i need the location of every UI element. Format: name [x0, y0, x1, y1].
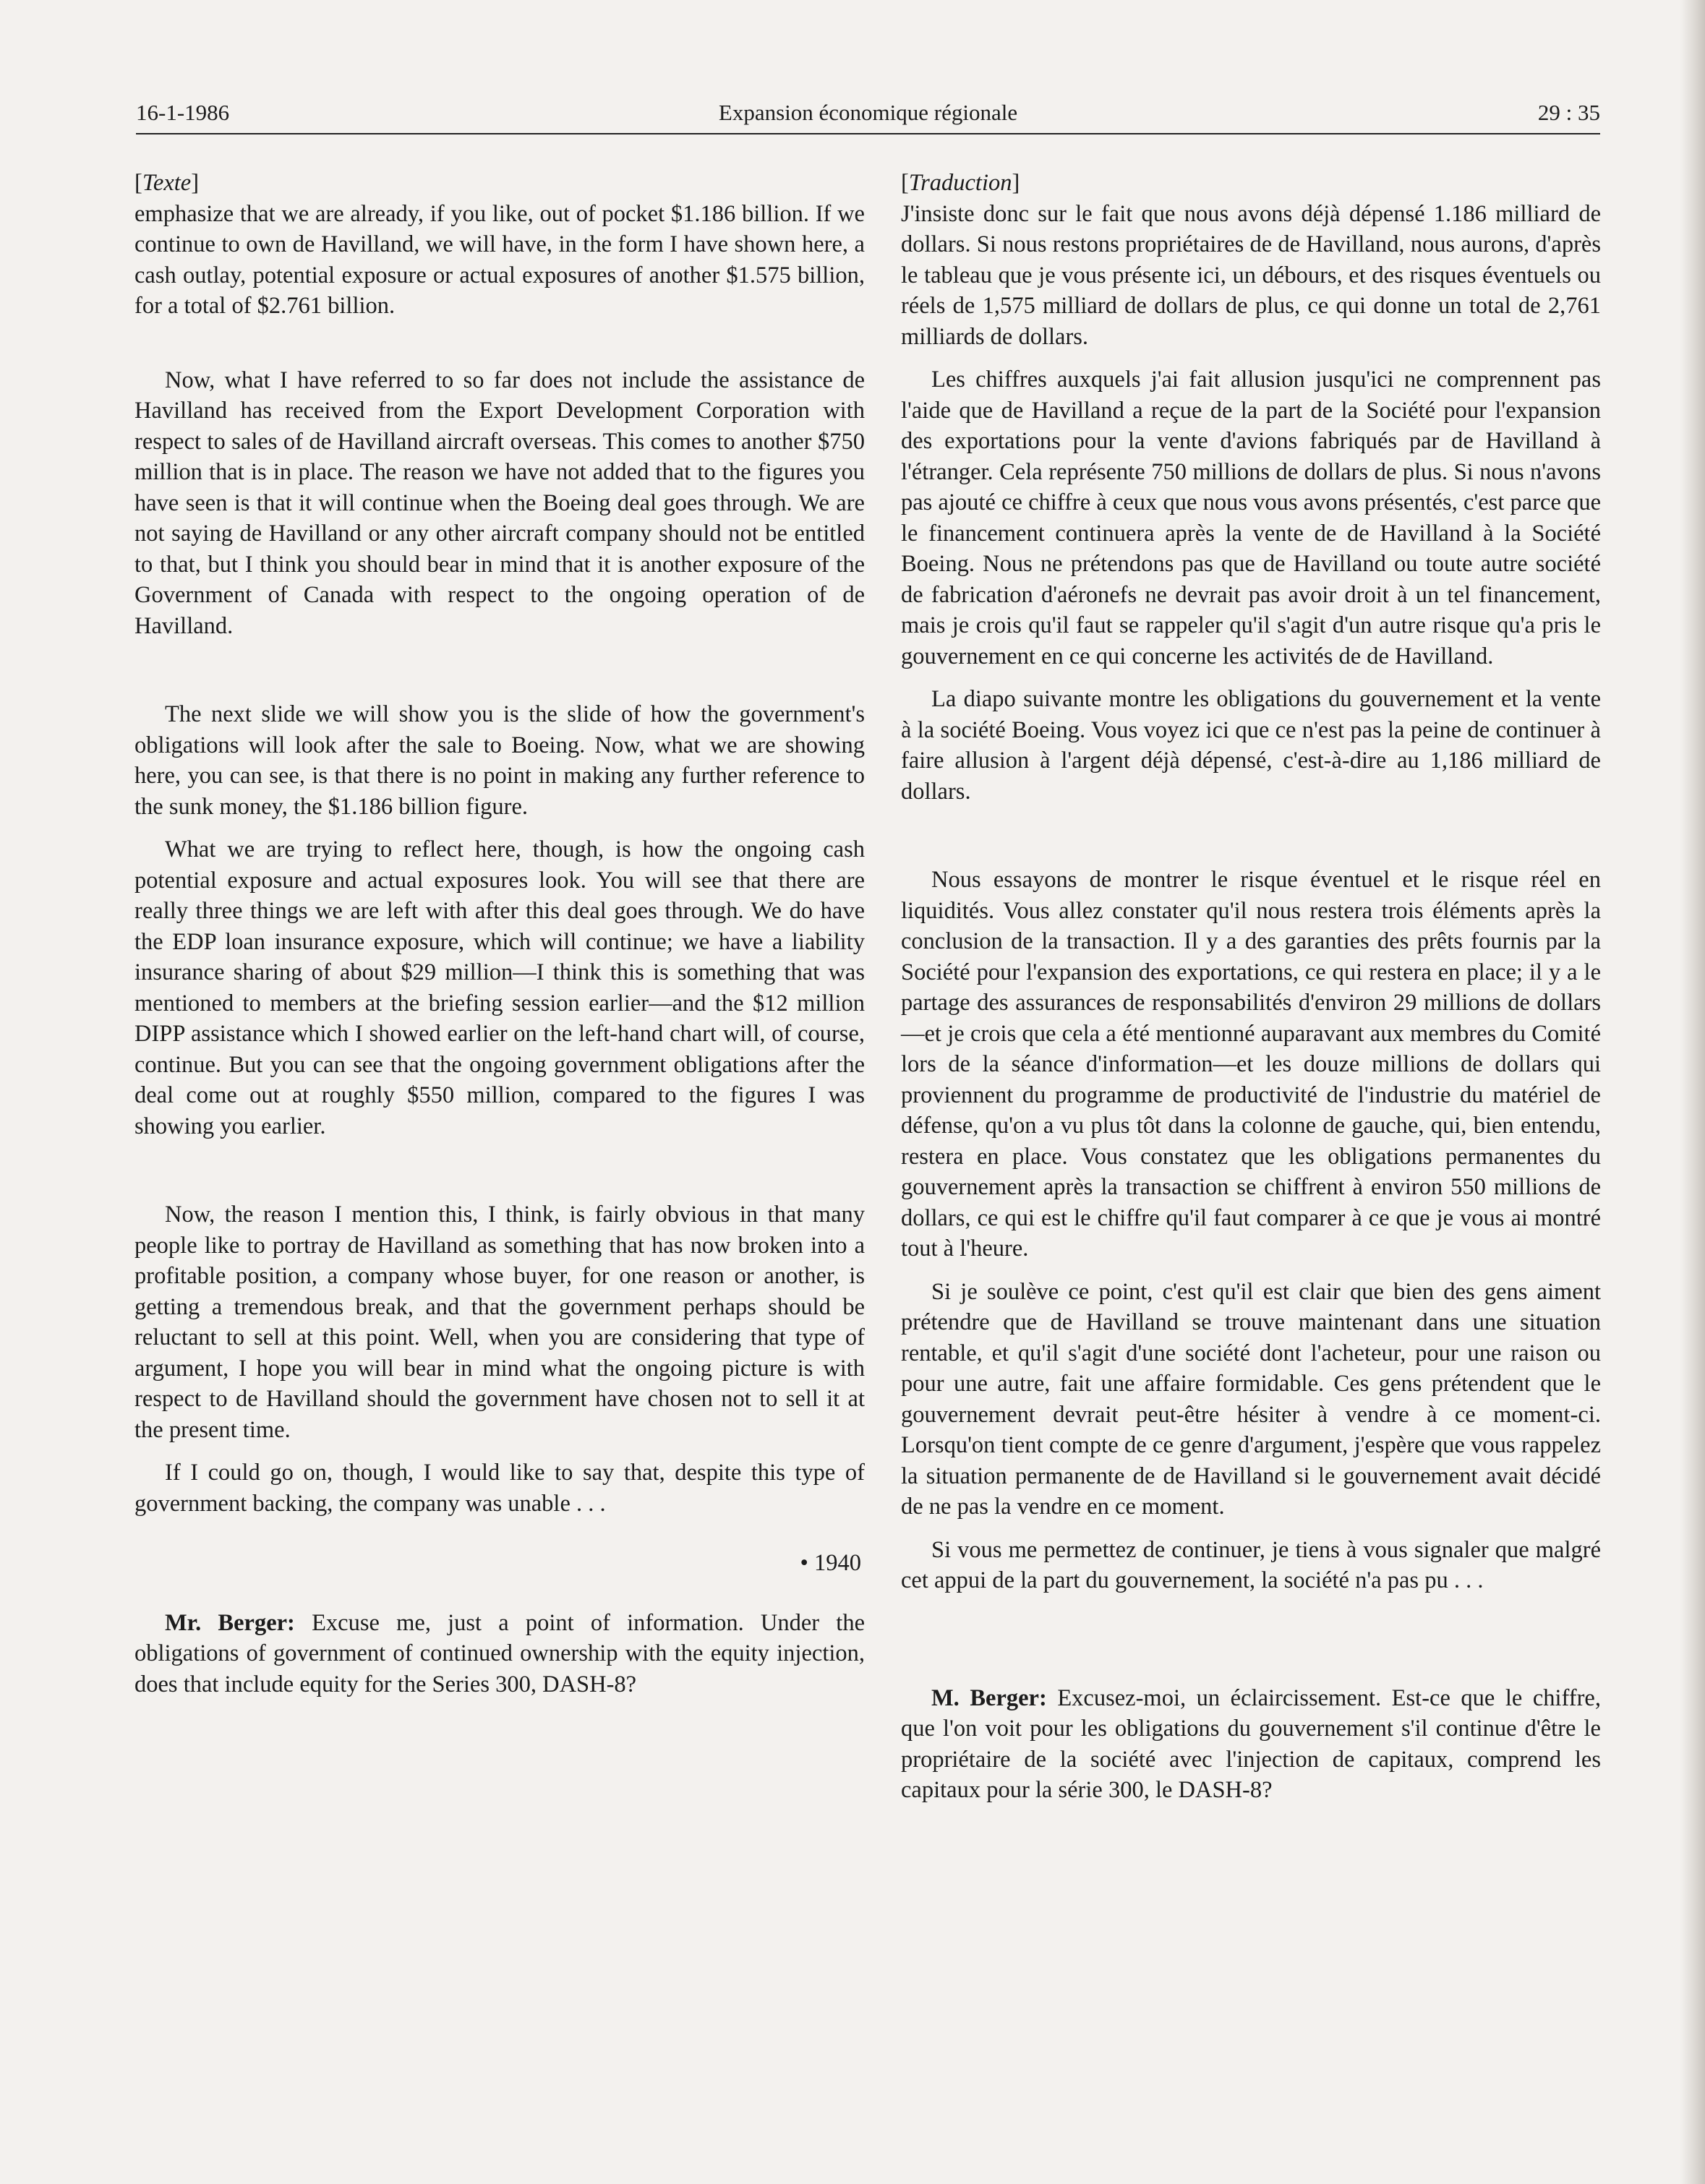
paragraph: If I could go on, though, I would like to say that, despite this type of government backing, the company was unable . . .: [134, 1460, 865, 1517]
speaker-name: Mr. Berger:: [165, 1609, 295, 1636]
paragraph: Now, what I have referred to so far does not include the assistance de Havilland has received from the Export Development Corporation with respect to sales of de Havilland aircraft overseas. This comes to another $750 million that is in place. The reason we have not added that to the figures you have seen is that it will continue when the Boeing deal goes through. We are not saying de Havilland or any other aircraft company should not be entitled to that, but I think you should bear in mind that it is another exposure of the Government of Canada with respect to the ongoing operation of de Havilland.: [134, 367, 865, 639]
page-edge-shadow: [1680, 0, 1705, 2184]
column-label-traduction: [Traduction]: [901, 170, 1020, 196]
speaker-text: Excusez-moi, un éclaircissement. Est-ce que le chiffre, que l'on voit pour les obligations du gouvernement s'il continue d'être le propriétaire de la société avec l'injection de capitaux, comprend les capitaux pour la série 300, le DASH-8?: [901, 1684, 1601, 1803]
paragraph: Les chiffres auxquels j'ai fait allusion jusqu'ici ne comprennent pas l'aide que de Havilland a reçue de la part de la Société pour l'expansion des exportations pour la vente d'avions fabriqués par de Havilland à l'étranger. Cela représente 750 millions de dollars de plus. Si nous n'avons pas ajouté ce chiffre à ceux que nous vous avons présentés, c'est parce que le financement continuera après la vente de de Havilland à la Société Boeing. Nous ne prétendons pas que de Havilland ou toute autre société de fabrication d'aéronefs ne devrait pas avoir droit à un tel financement, mais je crois qu'il faut se rappeler qu'il s'agit d'un autre risque qu'a pris le gouvernement en ce qui concerne les activités de de Havilland.: [901, 367, 1601, 669]
paragraph: The next slide we will show you is the slide of how the government's obligations will look after the sale to Boeing. Now, what we are showing here, you can see, is that there is no point in making any further reference to the sunk money, the $1.186 billion figure.: [134, 701, 865, 820]
header-date: 16-1-1986: [136, 100, 230, 125]
paragraph: La diapo suivante montre les obligations du gouvernement et la vente à la société Boeing. Vous voyez ici que ce n'est pas la peine de continuer à faire allusion à l'argent déjà dépensé, c'est-à-dire au 1,186 milliard de dollars.: [901, 686, 1601, 805]
paragraph: Now, the reason I mention this, I think, is fairly obvious in that many people like to portray de Havilland as something that has now broken into a profitable position, a company whose buyer, for one reason or another, is getting a tremendous break, and that the government perhaps should be reluctant to sell at this point. Well, when you are considering that type of argument, I hope you will bear in mind what the ongoing picture is with respect to de Havilland should the government have chosen not to sell it at the present time.: [134, 1202, 865, 1443]
paragraph: Si je soulève ce point, c'est qu'il est clair que bien des gens aiment prétendre que de Havilland se trouve maintenant dans une situation rentable, et qu'il s'agit d'une société dont l'acheteur, pour une raison ou pour une autre, fait une affaire formidable. Ces gens prétendent que le gouvernement devrait peut-être hésiter à vendre à ce moment-ci. Lorsqu'on tient compte de ce genre d'argument, j'espère que vous rappelez la situation permanente de de Havilland si le gouvernement avait décidé de ne pas la vendre en ce moment.: [901, 1278, 1601, 1520]
right-column-french: [901, 168, 1601, 1806]
time-marker: • 1940: [800, 1550, 861, 1576]
label-text: Traduction: [908, 170, 1012, 196]
header-page-number: 29 : 35: [1537, 100, 1600, 125]
paragraph: What we are trying to reflect here, though, is how the ongoing cash potential exposure and actual exposures look. You will see that there are really three things we are left with after this deal goes through. We do have the EDP loan insurance exposure, which will continue; we have a liability insurance sharing of about $29 million—I think this is something that was mentioned to members at the briefing session earlier—and the $12 million DIPP assistance which I showed earlier on the left-hand chart will, of course, continue. But you can see that the ongoing government obligations after the deal come out at roughly $550 million, compared to the figures I was showing you earlier.: [134, 836, 865, 1139]
speaker-name: M. Berger:: [931, 1684, 1047, 1711]
paragraph: J'insiste donc sur le fait que nous avons déjà dépensé 1.186 milliard de dollars. Si nous restons propriétaires de de Havilland, nous aurons, d'après le tableau que je vous présente ici, un débours, et des risques éventuels ou réels de 1,575 milliard de dollars de plus, ce qui donne un total de 2,761 milliards de dollars.: [901, 200, 1601, 350]
paragraph: Si vous me permettez de continuer, je tiens à vous signaler que malgré cet appui de la part du gouvernement, la société n'a pas pu . . .: [901, 1536, 1601, 1593]
left-column-english: [134, 168, 865, 1700]
header-rule: [136, 133, 1600, 134]
header-title: Expansion économique régionale: [718, 100, 1018, 125]
page-header: [136, 93, 1600, 136]
speaker-paragraph: [901, 1683, 1601, 1806]
paragraph: Nous essayons de montrer le risque éventuel et le risque réel en liquidités. Vous allez constater qu'il nous restera trois éléments après la conclusion de la transaction. Il y a des garanties des prêts fournis par la Société pour l'expansion des exportations, ce qui restera en place; il y a le partage des assurances de responsabilités d'environ 29 millions de dollars—et je crois que cela a été mentionné auparavant aux membres du Comité lors de la séance d'information—et les douze millions de dollars qui proviennent du programme de productivité de l'industrie du matériel de défense, qu'on a vu plus tôt dans la colonne de gauche, qui, bien entendu, restera en place. Vous constatez que les obligations permanentes du gouvernement après la transaction se chiffrent à environ 550 millions de dollars, ce qui est le chiffre qu'il faut comparer à ce que je vous ai montré tout à l'heure.: [901, 867, 1601, 1262]
label-text: Texte: [142, 170, 192, 196]
paragraph: emphasize that we are already, if you like, out of pocket $1.186 billion. If we continue to own de Havilland, we will have, in the form I have shown here, a cash outlay, potential exposure or actual exposures of another $1.575 billion, for a total of $2.761 billion.: [134, 200, 865, 319]
speaker-paragraph: [134, 1608, 865, 1700]
speaker-text: Excuse me, just a point of information. Under the obligations of government of continued ownership with the equity injection, does that include equity for the Series 300, DASH-8?: [134, 1609, 865, 1697]
column-label-texte: [Texte]: [134, 170, 200, 196]
